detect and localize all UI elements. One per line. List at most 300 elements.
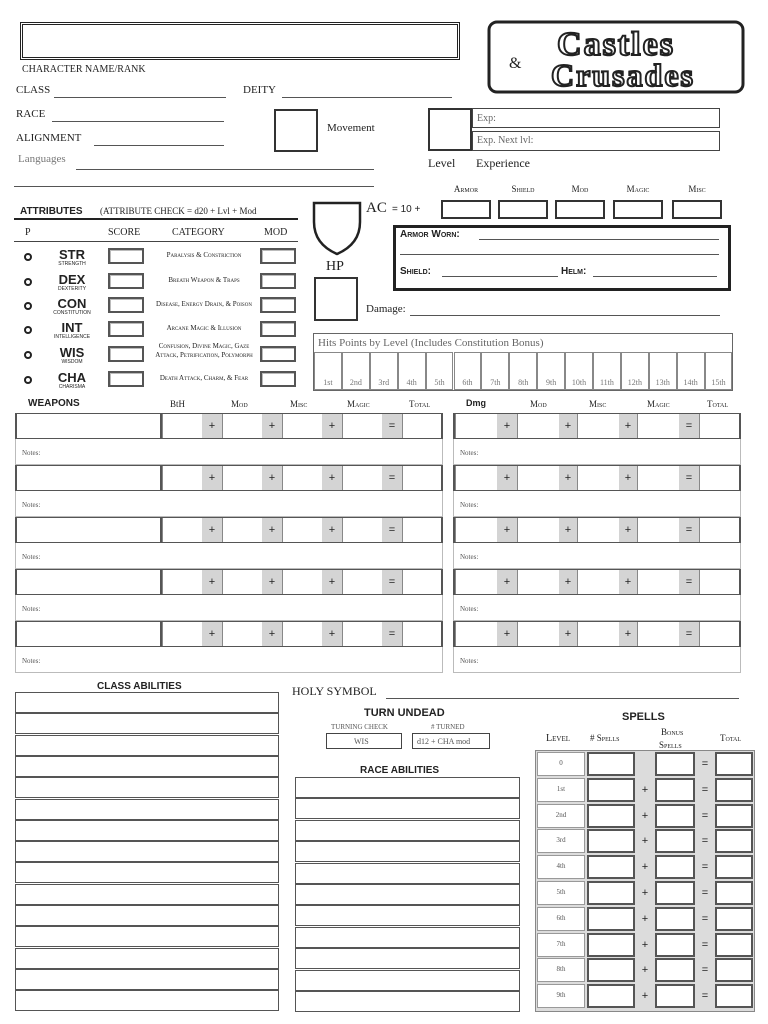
spell-total-field[interactable] — [715, 933, 753, 957]
hp-level-label: 10th — [571, 378, 587, 387]
languages-field[interactable] — [76, 169, 374, 170]
spell-count-field[interactable] — [587, 804, 635, 828]
attribute-score-box[interactable] — [108, 297, 144, 313]
damage-value-field[interactable] — [455, 518, 497, 542]
race-ability-row[interactable] — [295, 905, 520, 926]
ac-col-box[interactable] — [498, 200, 548, 219]
race-ability-row[interactable] — [295, 863, 520, 884]
class-ability-row[interactable] — [15, 969, 279, 990]
spell-bonus-field[interactable] — [655, 881, 695, 905]
spell-level-label: 5th — [556, 888, 566, 896]
prime-attribute-toggle[interactable] — [24, 376, 32, 384]
spell-total-field[interactable] — [715, 907, 753, 931]
hp-level-label: 7th — [490, 378, 501, 387]
dmg-mod-header: Mod — [530, 399, 547, 409]
plus-sign: + — [641, 809, 649, 822]
spells-title: SPELLS — [622, 711, 665, 723]
weapon-notes-label: Notes: — [22, 449, 41, 457]
attribute-abbr: DEX — [58, 272, 86, 287]
weapons-title: WEAPONS — [28, 398, 80, 409]
race-ability-row[interactable] — [295, 991, 520, 1012]
equals-sign: = — [382, 466, 402, 490]
race-ability-row[interactable] — [295, 841, 520, 862]
spell-level-label: 6th — [556, 913, 566, 922]
attribute-score-box[interactable] — [108, 248, 144, 264]
damage-value-field[interactable] — [699, 622, 739, 646]
weapon-value-field[interactable] — [222, 466, 262, 490]
race-field[interactable] — [52, 121, 224, 122]
plus-sign: + — [619, 518, 637, 542]
attribute-mod-box[interactable] — [260, 248, 296, 264]
spell-count-field[interactable] — [587, 881, 635, 905]
plus-sign: + — [322, 570, 342, 594]
weapon-value-field[interactable] — [402, 622, 441, 646]
weapon-name-field[interactable] — [17, 414, 162, 438]
attribute-check-formula: (ATTRIBUTE CHECK = d20 + Lvl + Mod — [100, 206, 257, 216]
equals-sign: = — [701, 809, 709, 822]
plus-sign: + — [202, 414, 222, 438]
damage-value-field[interactable] — [699, 414, 739, 438]
dmg-header: Dmg — [466, 398, 486, 408]
attribute-name: DEXTERITY — [57, 286, 87, 292]
spell-level-label: 8th — [556, 965, 566, 974]
equals-sign: = — [701, 783, 709, 796]
damage-value-field[interactable] — [455, 622, 497, 646]
svg-text:Crusades: Crusades — [550, 57, 696, 93]
spell-total-field[interactable] — [715, 804, 753, 828]
hp-level-label: 12th — [627, 378, 642, 387]
class-ability-row[interactable] — [15, 820, 279, 841]
ac-col-box[interactable] — [672, 200, 722, 219]
class-ability-row[interactable] — [15, 948, 279, 969]
spell-total-field[interactable] — [715, 881, 753, 905]
weapon-value-field[interactable] — [402, 518, 441, 542]
damage-value-field[interactable] — [577, 414, 619, 438]
experience-label: Experience — [476, 156, 530, 170]
race-ability-row[interactable] — [295, 948, 520, 969]
class-label: CLASS — [16, 84, 51, 96]
damage-value-field[interactable] — [455, 570, 497, 594]
spell-total-field[interactable] — [715, 984, 753, 1008]
class-ability-row[interactable] — [15, 905, 279, 926]
spell-bonus-header: Bonus — [661, 727, 684, 737]
turned-label: # TURNED — [431, 723, 465, 731]
prime-attribute-toggle[interactable] — [24, 253, 32, 261]
attribute-score-box[interactable] — [108, 346, 144, 362]
damage-value-field[interactable] — [517, 518, 559, 542]
plus-sign: + — [641, 990, 649, 1003]
spell-bonus-field[interactable] — [655, 907, 695, 931]
equals-sign: = — [679, 414, 699, 438]
spell-total-field[interactable] — [715, 855, 753, 879]
level-box[interactable] — [428, 108, 472, 151]
plus-sign: + — [202, 518, 222, 542]
weapon-value-field[interactable] — [342, 414, 382, 438]
damage-value-field[interactable] — [517, 466, 559, 490]
plus-sign: + — [641, 887, 649, 899]
race-label: RACE — [16, 108, 46, 120]
spell-bonus-header-2: Spells — [659, 740, 682, 750]
armor-worn-label: Armor Worn: — [400, 229, 460, 240]
class-ability-row[interactable] — [15, 799, 279, 820]
turned-formula: d12 + CHA mod — [417, 737, 471, 746]
class-ability-row[interactable] — [15, 926, 279, 947]
spell-count-field[interactable] — [587, 778, 635, 802]
weapon-value-field[interactable] — [222, 622, 262, 646]
attribute-mod-box[interactable] — [260, 273, 296, 289]
helm-field[interactable] — [593, 276, 717, 277]
equals-sign: = — [701, 938, 709, 951]
attribute-name: CONSTITUTION — [53, 310, 91, 316]
damage-value-field[interactable] — [637, 622, 679, 646]
col-mod: MOD — [264, 227, 288, 238]
damage-value-field[interactable] — [517, 570, 559, 594]
spell-count-field[interactable] — [587, 907, 635, 931]
damage-value-field[interactable] — [699, 466, 739, 490]
plus-sign: + — [322, 466, 342, 490]
ac-col-box[interactable] — [555, 200, 605, 219]
shield-field[interactable] — [442, 276, 558, 277]
weapon-notes-row[interactable] — [15, 491, 443, 517]
damage-value-field[interactable] — [637, 518, 679, 542]
plus-sign: + — [262, 622, 282, 646]
spell-count-field[interactable] — [587, 958, 635, 982]
weapon-notes-row[interactable] — [15, 647, 443, 673]
ac-base: = 10 + — [392, 204, 421, 215]
damage-value-field[interactable] — [455, 466, 497, 490]
plus-sign: + — [559, 466, 577, 490]
plus-sign: + — [497, 414, 517, 438]
plus-sign: + — [497, 466, 517, 490]
attribute-mod-box[interactable] — [260, 371, 296, 387]
attribute-category: Death Attack, Charm, & Fear — [159, 374, 249, 382]
plus-sign: + — [619, 622, 637, 646]
attributes-divider — [14, 218, 298, 220]
race-ability-row[interactable] — [295, 820, 520, 841]
weapon-value-field[interactable] — [342, 518, 382, 542]
class-ability-row[interactable] — [15, 884, 279, 905]
weapon-value-field[interactable] — [162, 518, 202, 542]
plus-sign: + — [262, 518, 282, 542]
weapon-name-field[interactable] — [17, 570, 162, 594]
spell-bonus-field[interactable] — [655, 958, 695, 982]
languages-label: Languages — [18, 153, 66, 165]
spell-bonus-field[interactable] — [655, 804, 695, 828]
languages-field-2[interactable] — [14, 186, 374, 187]
attribute-category: Paralysis & Constriction — [166, 251, 242, 259]
weapon-notes-label: Notes: — [22, 657, 41, 665]
plus-sign: + — [497, 518, 517, 542]
weapon-value-field[interactable] — [222, 414, 262, 438]
spell-bonus-field[interactable] — [655, 855, 695, 879]
alignment-field[interactable] — [94, 145, 224, 146]
weapon-value-field[interactable] — [282, 414, 322, 438]
damage-notes-row[interactable] — [453, 647, 741, 673]
attribute-mod-box[interactable] — [260, 297, 296, 313]
exp-next-label: Exp. Next lvl: — [477, 135, 534, 146]
damage-label: Damage: — [366, 303, 406, 315]
hp-level-label: 11th — [599, 378, 614, 387]
damage-value-field[interactable] — [699, 570, 739, 594]
hp-level-label: 13th — [655, 378, 670, 387]
attribute-name: STRENGTH — [58, 261, 86, 267]
attribute-abbr: CHA — [57, 370, 87, 385]
spell-total-field[interactable] — [715, 778, 753, 802]
plus-sign: + — [559, 570, 577, 594]
attributes-col-divider — [14, 241, 298, 242]
damage-notes-row[interactable] — [453, 439, 741, 465]
weapon-value-field[interactable] — [222, 570, 262, 594]
spell-total-field[interactable] — [715, 752, 753, 776]
equals-sign: = — [382, 570, 402, 594]
deity-field[interactable] — [282, 97, 452, 98]
race-ability-row[interactable] — [295, 884, 520, 905]
alignment-label: ALIGNMENT — [16, 132, 82, 144]
damage-notes-label: Notes: — [460, 501, 479, 509]
damage-value-field[interactable] — [577, 466, 619, 490]
weapon-value-field[interactable] — [162, 466, 202, 490]
attribute-score-box[interactable] — [108, 321, 144, 337]
class-ability-row[interactable] — [15, 713, 279, 734]
damage-value-field[interactable] — [577, 622, 619, 646]
bth-header: BtH — [170, 399, 186, 409]
plus-sign: + — [202, 622, 222, 646]
class-ability-row[interactable] — [15, 990, 279, 1011]
class-field[interactable] — [54, 97, 226, 98]
spell-level-label: 9th — [556, 991, 566, 1000]
weapon-value-field[interactable] — [282, 622, 322, 646]
damage-value-field[interactable] — [577, 570, 619, 594]
attribute-abbr: WIS — [59, 345, 85, 360]
class-ability-row[interactable] — [15, 862, 279, 883]
shield-label: Shield: — [400, 266, 431, 277]
ac-col-label: Misc — [688, 184, 706, 194]
damage-notes-row[interactable] — [453, 491, 741, 517]
ac-col-box[interactable] — [441, 200, 491, 219]
spell-level-label: 1st — [556, 784, 566, 793]
plus-sign: + — [202, 466, 222, 490]
damage-value-field[interactable] — [699, 518, 739, 542]
spell-num-header: # Spells — [590, 733, 620, 743]
damage-value-field[interactable] — [637, 414, 679, 438]
damage-value-field[interactable] — [577, 518, 619, 542]
plus-sign: + — [619, 570, 637, 594]
character-name-field[interactable] — [20, 22, 460, 60]
weapon-notes-row[interactable] — [15, 543, 443, 569]
weapon-value-field[interactable] — [162, 570, 202, 594]
deity-label: DEITY — [243, 84, 276, 96]
equals-sign: = — [701, 964, 709, 977]
ac-col-label: Armor — [453, 184, 479, 194]
spell-total-header: Total — [720, 733, 742, 743]
plus-sign: + — [641, 861, 649, 874]
svg-text:Castles: Castles — [557, 26, 675, 63]
class-ability-row[interactable] — [15, 756, 279, 777]
weapon-value-field[interactable] — [282, 518, 322, 542]
equals-sign: = — [382, 622, 402, 646]
hp-level-label: 14th — [683, 378, 698, 387]
hp-box[interactable] — [314, 277, 358, 321]
weapon-value-field[interactable] — [342, 466, 382, 490]
attribute-category: Arcane Magic & Illusion — [166, 324, 242, 332]
race-abilities-title: RACE ABILITIES — [360, 765, 440, 776]
spell-level-label: 0 — [559, 759, 563, 767]
prime-attribute-toggle[interactable] — [24, 302, 32, 310]
weapon-name-field[interactable] — [17, 622, 162, 646]
class-ability-row[interactable] — [15, 777, 279, 798]
attribute-score-box[interactable] — [108, 273, 144, 289]
spell-count-field[interactable] — [587, 933, 635, 957]
equals-sign: = — [701, 758, 709, 770]
damage-notes-label: Notes: — [460, 657, 479, 665]
weapon-notes-row[interactable] — [15, 439, 443, 465]
prime-attribute-toggle[interactable] — [24, 351, 32, 359]
damage-value-field[interactable] — [517, 622, 559, 646]
turn-undead-title: TURN UNDEAD — [364, 707, 445, 719]
equals-sign: = — [701, 861, 709, 874]
spell-bonus-field[interactable] — [655, 829, 695, 853]
weapon-value-field[interactable] — [162, 414, 202, 438]
equals-sign: = — [701, 887, 709, 899]
shield-icon — [311, 200, 363, 261]
spell-level-label: 3rd — [556, 836, 566, 845]
hp-level-label: 2nd — [349, 378, 362, 387]
attribute-category: Breath Weapon & Traps — [168, 276, 240, 284]
damage-notes-label: Notes: — [460, 553, 479, 561]
equals-sign: = — [679, 466, 699, 490]
spell-count-field[interactable] — [587, 855, 635, 879]
dmg-magic-header: Magic — [647, 399, 670, 409]
attribute-mod-box[interactable] — [260, 321, 296, 337]
spell-total-field[interactable] — [715, 958, 753, 982]
equals-sign: = — [701, 835, 709, 848]
dmg-total-header: Total — [707, 399, 729, 409]
attribute-category: Confusion, Divine Magic, Gaze Attack, Petrification, Polymorph — [155, 342, 253, 359]
weapon-value-field[interactable] — [402, 570, 441, 594]
ac-col-box[interactable] — [613, 200, 663, 219]
damage-field[interactable] — [410, 315, 720, 316]
hp-level-label: 15th — [711, 378, 726, 387]
damage-notes-label: Notes: — [460, 605, 479, 613]
movement-box[interactable] — [274, 109, 318, 152]
col-score: SCORE — [108, 227, 141, 238]
plus-sign: + — [641, 835, 649, 848]
spell-bonus-field[interactable] — [655, 752, 695, 776]
holy-symbol-label: HOLY SYMBOL — [292, 684, 377, 698]
damage-notes-row[interactable] — [453, 595, 741, 621]
damage-notes-label: Notes: — [460, 449, 479, 457]
prime-attribute-toggle[interactable] — [24, 326, 32, 334]
plus-sign: + — [497, 570, 517, 594]
spell-level-label: 4th — [556, 862, 566, 871]
hp-level-label: 3rd — [378, 378, 390, 387]
spell-count-field[interactable] — [587, 829, 635, 853]
prime-attribute-toggle[interactable] — [24, 278, 32, 286]
plus-sign: + — [262, 570, 282, 594]
weapon-value-field[interactable] — [342, 570, 382, 594]
armor-worn-field-2[interactable] — [400, 254, 719, 255]
weapon-notes-row[interactable] — [15, 595, 443, 621]
holy-symbol-field[interactable] — [386, 698, 739, 699]
spell-count-field[interactable] — [587, 752, 635, 776]
plus-sign: + — [322, 518, 342, 542]
turning-check-label: TURNING CHECK — [331, 723, 388, 731]
plus-sign: + — [641, 912, 649, 925]
race-ability-row[interactable] — [295, 970, 520, 991]
weapon-value-field[interactable] — [342, 622, 382, 646]
plus-sign: + — [641, 783, 649, 796]
attribute-name: CHARISMA — [58, 384, 86, 390]
armor-worn-field[interactable] — [479, 239, 719, 240]
damage-value-field[interactable] — [637, 570, 679, 594]
turning-check-wis: WIS — [354, 737, 369, 746]
weapon-value-field[interactable] — [162, 622, 202, 646]
plus-sign: + — [619, 414, 637, 438]
class-ability-row[interactable] — [15, 735, 279, 756]
plus-sign: + — [559, 622, 577, 646]
spell-level-label: 7th — [556, 939, 566, 948]
hits-by-level-title: Hits Points by Level (Includes Constitution Bonus) — [318, 337, 544, 349]
damage-value-field[interactable] — [517, 414, 559, 438]
helm-label: Helm: — [561, 266, 587, 277]
race-ability-row[interactable] — [295, 798, 520, 819]
dmg-misc-header: Misc — [589, 399, 607, 409]
plus-sign: + — [262, 414, 282, 438]
damage-notes-row[interactable] — [453, 543, 741, 569]
attribute-score-box[interactable] — [108, 371, 144, 387]
weapon-value-field[interactable] — [402, 466, 441, 490]
plus-sign: + — [619, 466, 637, 490]
weapon-notes-label: Notes: — [22, 553, 41, 561]
hp-level-label: 8th — [518, 378, 529, 387]
weapon-value-field[interactable] — [402, 414, 441, 438]
spell-count-field[interactable] — [587, 984, 635, 1008]
hp-level-label: 6th — [462, 378, 473, 387]
attribute-category: Disease, Energy Drain, & Poison — [156, 300, 252, 308]
attribute-name: WISDOM — [61, 359, 83, 365]
weapon-name-field[interactable] — [17, 466, 162, 490]
movement-label: Movement — [327, 122, 375, 134]
class-ability-row[interactable] — [15, 692, 279, 713]
class-ability-row[interactable] — [15, 841, 279, 862]
spell-bonus-field[interactable] — [655, 778, 695, 802]
hp-level-label: 1st — [323, 378, 333, 387]
weapon-misc-header: Misc — [290, 399, 308, 409]
race-ability-row[interactable] — [295, 927, 520, 948]
attribute-mod-box[interactable] — [260, 346, 296, 362]
spell-total-field[interactable] — [715, 829, 753, 853]
plus-sign: + — [322, 414, 342, 438]
weapon-name-field[interactable] — [17, 518, 162, 542]
castles-crusades-logo — [485, 18, 747, 96]
equals-sign: = — [701, 990, 709, 1003]
weapon-total-header: Total — [409, 399, 431, 409]
weapon-value-field[interactable] — [222, 518, 262, 542]
ac-label: AC — [366, 200, 387, 216]
damage-value-field[interactable] — [455, 414, 497, 438]
col-p: P — [25, 227, 31, 238]
spell-bonus-field[interactable] — [655, 933, 695, 957]
spell-bonus-field[interactable] — [655, 984, 695, 1008]
race-ability-row[interactable] — [295, 777, 520, 798]
weapon-value-field[interactable] — [282, 466, 322, 490]
damage-value-field[interactable] — [637, 466, 679, 490]
weapon-value-field[interactable] — [282, 570, 322, 594]
exp-field[interactable] — [472, 108, 720, 128]
equals-sign: = — [679, 518, 699, 542]
plus-sign: + — [497, 622, 517, 646]
col-category: CATEGORY — [172, 227, 225, 238]
